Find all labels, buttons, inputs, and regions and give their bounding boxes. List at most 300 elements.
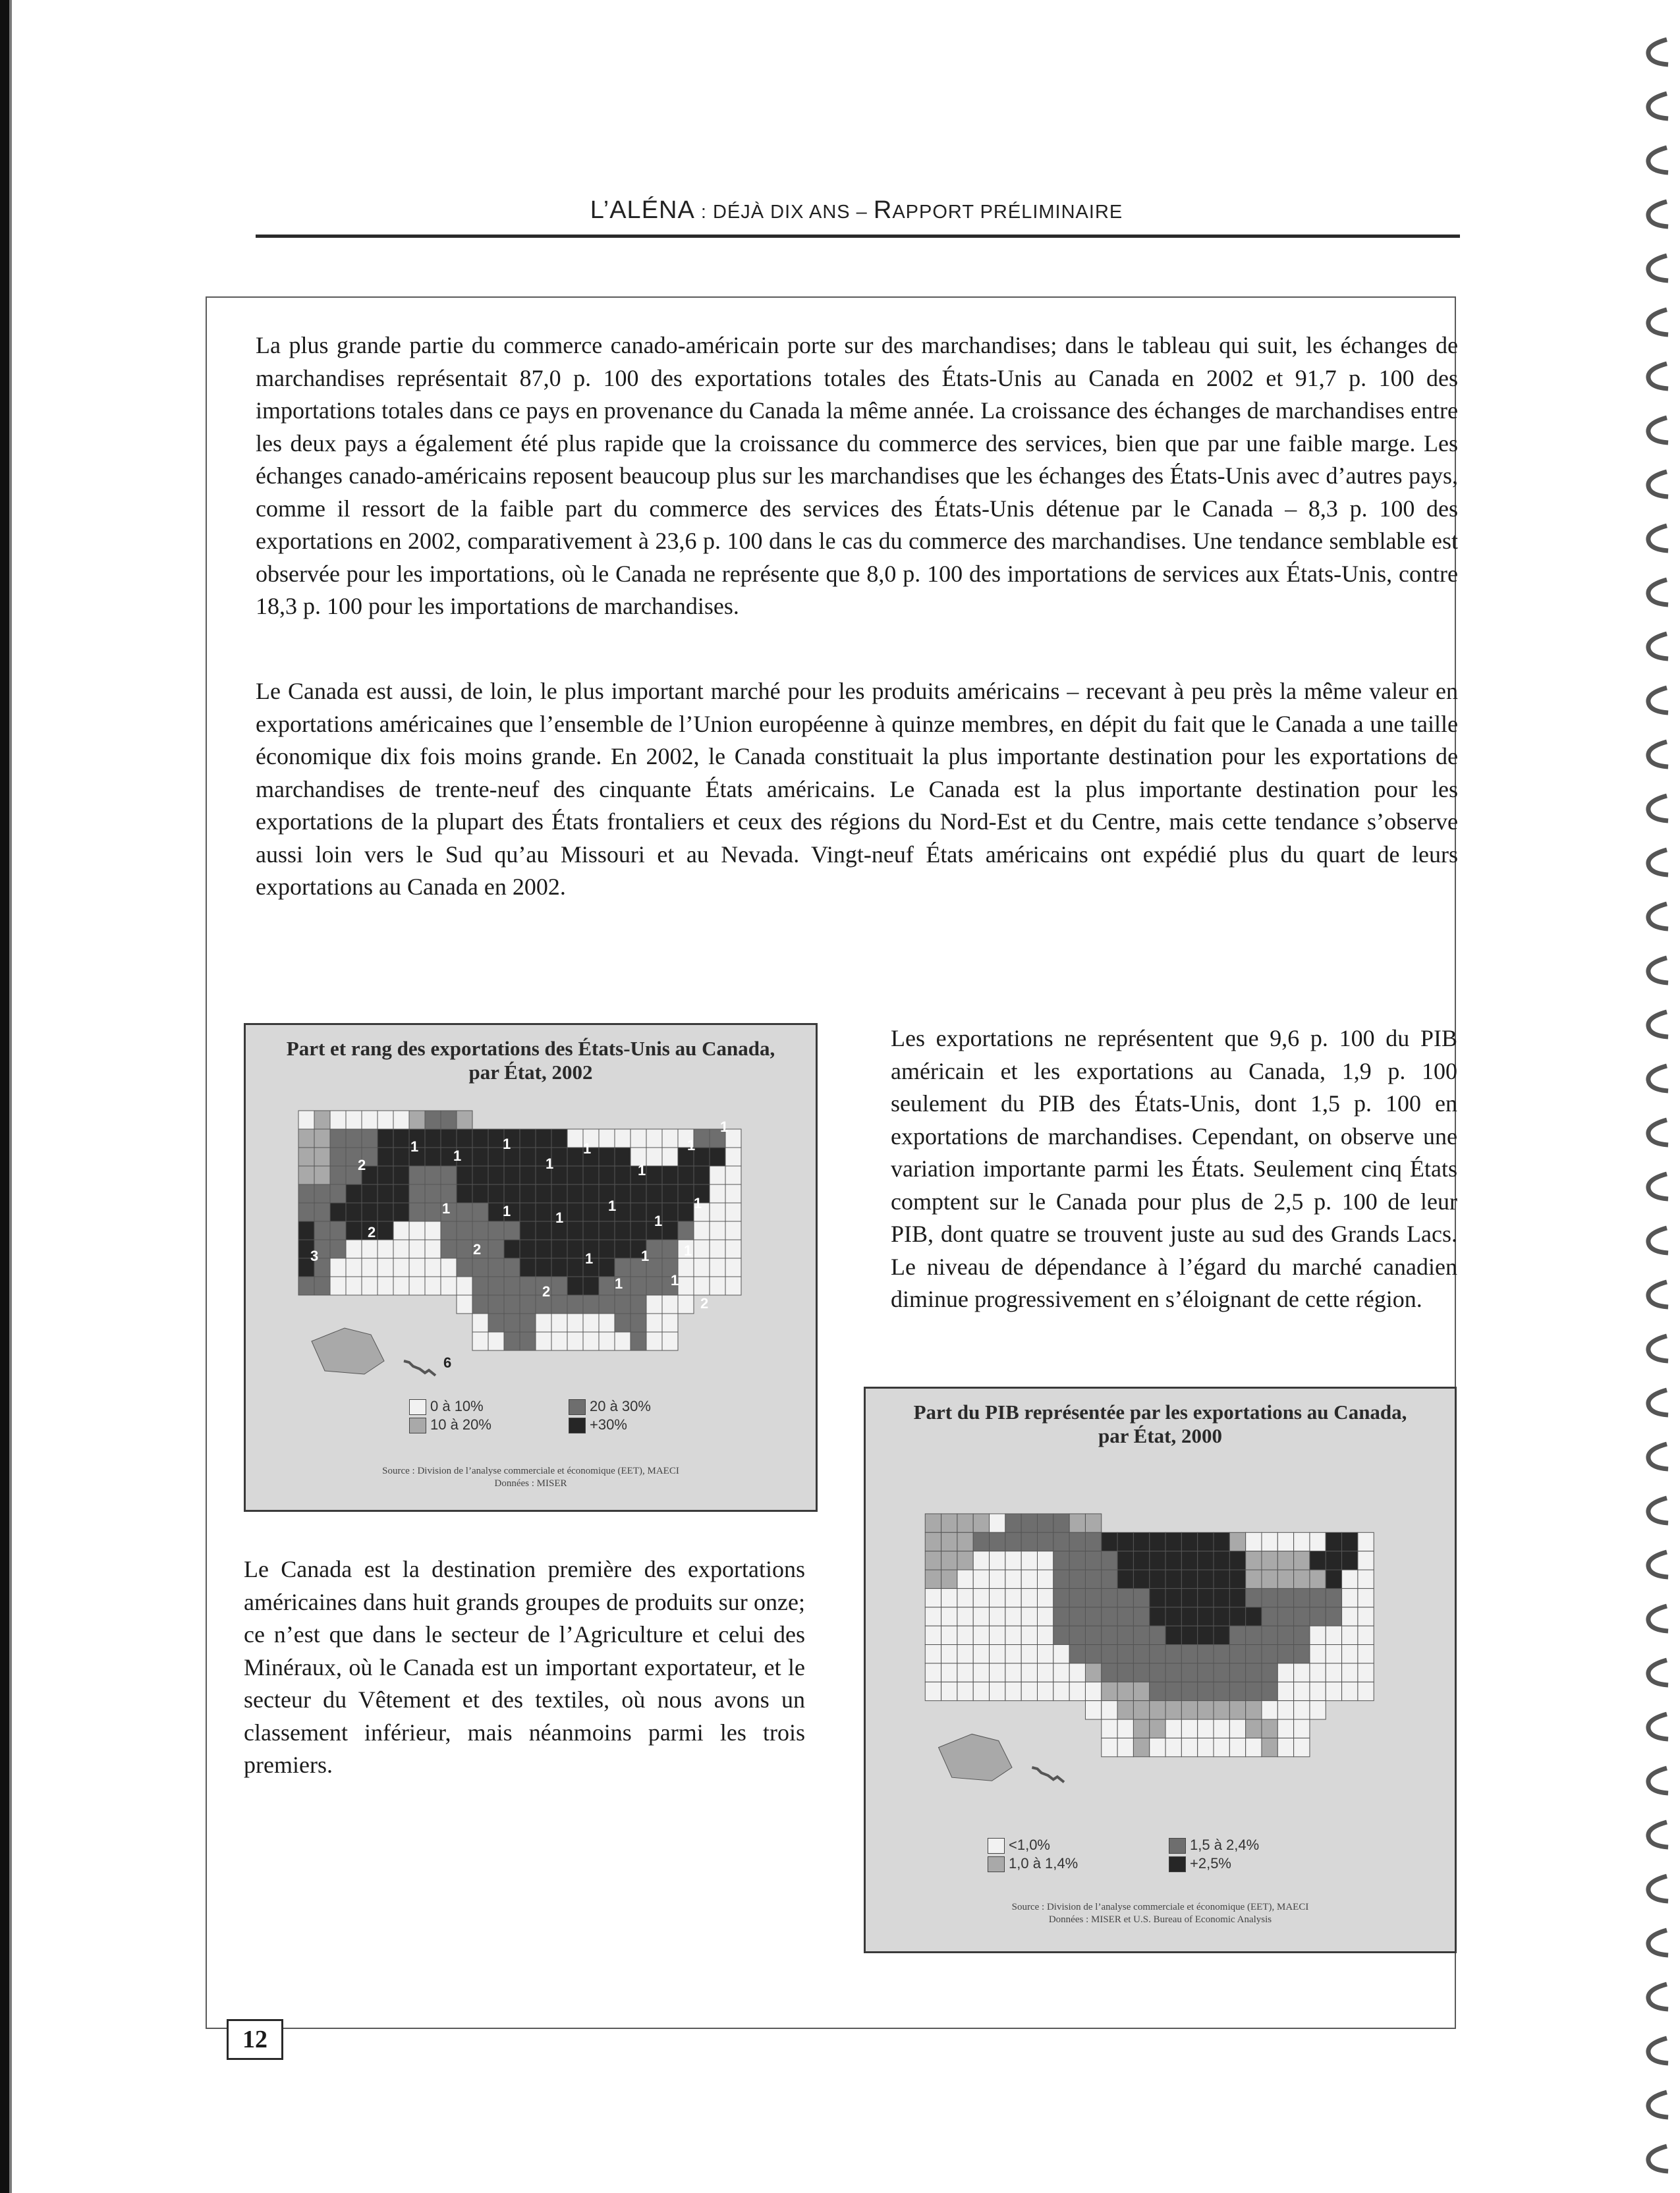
state-region	[1133, 1551, 1149, 1570]
state-region	[567, 1277, 583, 1295]
state-region	[567, 1258, 583, 1277]
state-region	[504, 1332, 520, 1350]
state-region	[694, 1148, 710, 1166]
state-region	[1102, 1551, 1117, 1570]
state-region	[1069, 1514, 1085, 1532]
state-region	[393, 1221, 409, 1240]
rank-label: 1	[585, 1250, 594, 1267]
state-region	[973, 1682, 989, 1700]
state-region	[536, 1129, 551, 1148]
rank-label: 1	[720, 1119, 729, 1135]
state-region	[1326, 1645, 1341, 1663]
state-region	[298, 1277, 314, 1295]
state-region	[1294, 1645, 1310, 1663]
state-region	[457, 1184, 472, 1203]
state-region	[1165, 1626, 1181, 1644]
state-region	[615, 1166, 630, 1184]
state-region	[678, 1184, 694, 1203]
state-region	[409, 1203, 425, 1221]
state-region	[409, 1111, 425, 1129]
state-region	[504, 1240, 520, 1258]
state-region	[1310, 1645, 1326, 1663]
state-region	[1150, 1719, 1165, 1738]
state-region	[1294, 1588, 1310, 1607]
state-region	[520, 1166, 536, 1184]
state-region	[1038, 1645, 1053, 1663]
spiral-ring	[1648, 1066, 1668, 1091]
state-region	[1294, 1738, 1310, 1756]
state-region	[1310, 1607, 1326, 1626]
state-region	[662, 1314, 678, 1332]
state-region	[1117, 1738, 1133, 1756]
state-region	[330, 1221, 346, 1240]
state-region	[1117, 1719, 1133, 1738]
state-region	[551, 1184, 567, 1203]
state-region	[1214, 1682, 1229, 1700]
paragraph-product-groups: Le Canada est la destination première des exportations américaines dans huit grands groupes de produits sur onze; ce n’est que dans le secteur de l’Agriculture et celui des Minéraux, où le Canada est un important exportateur, et le secteur du Vêtement et des textiles, où nous avons un classement inférieur, mais néanmoins parmi les trois premiers.	[244, 1556, 805, 1778]
state-region	[615, 1184, 630, 1203]
state-region	[1326, 1570, 1341, 1588]
state-region	[990, 1607, 1005, 1626]
state-region	[630, 1221, 646, 1240]
spiral-ring	[1648, 2038, 1668, 2063]
state-region	[725, 1184, 741, 1203]
state-region	[298, 1203, 314, 1221]
state-region	[1310, 1626, 1326, 1644]
state-region	[1102, 1663, 1117, 1682]
state-region	[1214, 1532, 1229, 1551]
state-region	[599, 1129, 615, 1148]
rank-label: 1	[641, 1248, 650, 1264]
state-region	[957, 1663, 973, 1682]
state-region	[583, 1166, 599, 1184]
state-region	[646, 1129, 662, 1148]
state-region	[378, 1203, 393, 1221]
state-region	[1310, 1682, 1326, 1700]
state-region	[457, 1129, 472, 1148]
state-region	[710, 1240, 725, 1258]
state-region	[973, 1588, 989, 1607]
state-region	[1085, 1532, 1101, 1551]
state-region	[504, 1277, 520, 1295]
state-region	[583, 1203, 599, 1221]
state-region	[973, 1607, 989, 1626]
state-region	[488, 1295, 504, 1314]
map1-legend	[409, 1398, 686, 1444]
state-region	[536, 1332, 551, 1350]
rank-label: 1	[555, 1209, 564, 1226]
state-region	[630, 1277, 646, 1295]
state-region	[472, 1295, 488, 1314]
state-region	[520, 1240, 536, 1258]
state-region	[393, 1258, 409, 1277]
state-region	[1198, 1738, 1214, 1756]
state-region	[393, 1148, 409, 1166]
state-region	[694, 1240, 710, 1258]
state-region	[441, 1129, 457, 1148]
spiral-ring	[1648, 256, 1668, 281]
spiral-ring	[1648, 1930, 1668, 1955]
state-region	[1229, 1719, 1245, 1738]
state-region	[314, 1203, 330, 1221]
state-region	[536, 1314, 551, 1332]
map2-title-line2: par État, 2000	[1098, 1424, 1222, 1447]
state-region	[425, 1184, 441, 1203]
state-region	[1053, 1626, 1069, 1644]
state-region	[615, 1332, 630, 1350]
state-region	[1262, 1551, 1277, 1570]
state-region	[441, 1277, 457, 1295]
state-region	[520, 1203, 536, 1221]
state-region	[551, 1129, 567, 1148]
state-region	[1246, 1588, 1262, 1607]
state-region	[1069, 1551, 1085, 1570]
state-region	[551, 1332, 567, 1350]
state-region	[536, 1221, 551, 1240]
state-region	[1310, 1551, 1326, 1570]
state-region	[1246, 1570, 1262, 1588]
state-region	[472, 1129, 488, 1148]
legend-swatch	[569, 1399, 586, 1415]
spiral-ring	[1648, 580, 1668, 605]
state-region	[1021, 1588, 1037, 1607]
state-region	[973, 1570, 989, 1588]
state-region	[1038, 1626, 1053, 1644]
state-region	[346, 1221, 362, 1240]
state-region	[330, 1184, 346, 1203]
state-region	[393, 1203, 409, 1221]
hawaii-shape	[1032, 1767, 1064, 1782]
state-region	[1214, 1663, 1229, 1682]
state-region	[346, 1277, 362, 1295]
spiral-ring	[1648, 1012, 1668, 1037]
state-region	[457, 1111, 472, 1129]
state-region	[1262, 1607, 1277, 1626]
spiral-ring	[1648, 1714, 1668, 1739]
state-region	[1133, 1588, 1149, 1607]
state-region	[378, 1277, 393, 1295]
state-region	[314, 1184, 330, 1203]
header-title-main: L’ALÉNA	[590, 196, 695, 224]
state-region	[346, 1203, 362, 1221]
state-region	[1117, 1588, 1133, 1607]
state-region	[314, 1277, 330, 1295]
spiral-ring	[1648, 796, 1668, 821]
state-region	[504, 1314, 520, 1332]
state-region	[1198, 1663, 1214, 1682]
map2-legend	[988, 1837, 1291, 1883]
state-region	[941, 1551, 957, 1570]
state-region	[425, 1277, 441, 1295]
state-region	[615, 1129, 630, 1148]
state-region	[1133, 1532, 1149, 1551]
state-region	[925, 1551, 941, 1570]
state-region	[1005, 1570, 1021, 1588]
state-region	[583, 1332, 599, 1350]
state-region	[472, 1332, 488, 1350]
state-region	[1358, 1645, 1374, 1663]
state-region	[973, 1551, 989, 1570]
legend-swatch	[409, 1399, 426, 1415]
state-region	[551, 1314, 567, 1332]
legend-label: 10 à 20%	[430, 1416, 491, 1433]
state-region	[488, 1184, 504, 1203]
state-region	[1165, 1663, 1181, 1682]
state-region	[925, 1626, 941, 1644]
state-region	[1214, 1570, 1229, 1588]
state-region	[646, 1277, 662, 1295]
state-region	[1005, 1607, 1021, 1626]
state-region	[1165, 1645, 1181, 1663]
rank-label: 6	[443, 1354, 452, 1371]
state-region	[1198, 1607, 1214, 1626]
state-region	[1214, 1645, 1229, 1663]
state-region	[425, 1166, 441, 1184]
state-region	[409, 1240, 425, 1258]
state-region	[1262, 1701, 1277, 1719]
state-region	[1053, 1645, 1069, 1663]
state-region	[1005, 1663, 1021, 1682]
state-region	[1069, 1645, 1085, 1663]
state-region	[298, 1148, 314, 1166]
state-region	[583, 1295, 599, 1314]
state-region	[1342, 1532, 1358, 1551]
state-region	[678, 1258, 694, 1277]
spiral-ring	[1648, 526, 1668, 551]
state-region	[567, 1221, 583, 1240]
paragraph-largest-market: Le Canada est aussi, de loin, le plus important marché pour les produits américains – recevant à peu près la même valeur en exportations américaines que l’ensemble de l’Union européenne à quinze membres, en dépit du fait que le Canada a une taille économique dix fois moins grande. En 2002, le Canada constituait la plus importante destination pour les exportations de marchandises de trente-neuf des cinquante États américains. Le Canada est la plus importante destination pour les exportations de la plupart des États frontaliers et ceux des régions du Nord-Est et du Centre, mais cette tendance s’observe aussi loin vers le Sud qu’au Missouri et au Nevada. Vingt-neuf États américains ont expédié plus du quart de leurs exportations au Canada en 2002.	[256, 678, 1458, 900]
state-region	[1021, 1645, 1037, 1663]
state-region	[925, 1532, 941, 1551]
state-region	[678, 1221, 694, 1240]
state-region	[1005, 1626, 1021, 1644]
state-region	[362, 1240, 378, 1258]
rank-label: 1	[503, 1136, 511, 1152]
state-region	[957, 1626, 973, 1644]
spiral-ring	[1648, 1552, 1668, 1577]
state-region	[694, 1258, 710, 1277]
state-region	[330, 1203, 346, 1221]
state-region	[472, 1184, 488, 1203]
state-region	[1150, 1570, 1165, 1588]
state-region	[1326, 1682, 1341, 1700]
state-region	[1150, 1701, 1165, 1719]
state-region	[1117, 1570, 1133, 1588]
state-region	[1246, 1607, 1262, 1626]
state-region	[1198, 1682, 1214, 1700]
state-region	[1021, 1570, 1037, 1588]
spiral-ring	[1648, 1876, 1668, 1901]
state-region	[990, 1588, 1005, 1607]
state-region	[378, 1240, 393, 1258]
state-region	[725, 1258, 741, 1277]
state-region	[630, 1129, 646, 1148]
spiral-ring	[1648, 202, 1668, 227]
state-region	[957, 1532, 973, 1551]
state-region	[957, 1682, 973, 1700]
rank-label: 1	[654, 1213, 663, 1229]
state-region	[1277, 1607, 1293, 1626]
state-region	[957, 1588, 973, 1607]
state-region	[314, 1166, 330, 1184]
state-region	[567, 1203, 583, 1221]
state-region	[1165, 1719, 1181, 1738]
state-region	[393, 1166, 409, 1184]
state-region	[662, 1184, 678, 1203]
state-region	[457, 1258, 472, 1277]
state-region	[1069, 1588, 1085, 1607]
state-region	[472, 1277, 488, 1295]
state-region	[941, 1682, 957, 1700]
state-region	[567, 1240, 583, 1258]
state-region	[567, 1184, 583, 1203]
state-region	[1165, 1701, 1181, 1719]
state-region	[488, 1314, 504, 1332]
state-region	[488, 1129, 504, 1148]
map1-us-states	[285, 1091, 779, 1384]
spiral-ring	[1648, 904, 1668, 929]
state-region	[1262, 1682, 1277, 1700]
state-region	[567, 1166, 583, 1184]
state-region	[1053, 1551, 1069, 1570]
state-region	[725, 1221, 741, 1240]
state-region	[1038, 1663, 1053, 1682]
state-region	[1294, 1532, 1310, 1551]
rank-label: 1	[687, 1137, 696, 1153]
state-region	[346, 1111, 362, 1129]
state-region	[520, 1148, 536, 1166]
state-region	[1294, 1701, 1310, 1719]
state-region	[1342, 1588, 1358, 1607]
state-region	[457, 1277, 472, 1295]
running-header	[250, 196, 1463, 225]
state-region	[1069, 1532, 1085, 1551]
state-region	[425, 1240, 441, 1258]
state-region	[1102, 1532, 1117, 1551]
state-region	[409, 1277, 425, 1295]
state-region	[472, 1203, 488, 1221]
state-region	[1277, 1645, 1293, 1663]
spiral-ring	[1648, 1444, 1668, 1469]
state-region	[1021, 1514, 1037, 1532]
legend-label: 0 à 10%	[430, 1398, 484, 1414]
state-region	[1246, 1701, 1262, 1719]
state-region	[1214, 1701, 1229, 1719]
state-region	[314, 1129, 330, 1148]
state-region	[488, 1240, 504, 1258]
state-region	[346, 1184, 362, 1203]
rank-label: 1	[546, 1155, 554, 1172]
state-region	[583, 1184, 599, 1203]
state-region	[646, 1332, 662, 1350]
state-region	[973, 1626, 989, 1644]
rank-label: 1	[615, 1275, 623, 1292]
state-region	[1342, 1551, 1358, 1570]
state-region	[1358, 1551, 1374, 1570]
state-region	[1165, 1738, 1181, 1756]
page-number: 12	[227, 2019, 283, 2060]
spiral-ring	[1648, 310, 1668, 335]
state-region	[1150, 1532, 1165, 1551]
state-region	[1198, 1719, 1214, 1738]
header-title-prelim: PRÉLIMINAIRE	[980, 202, 1123, 223]
state-region	[615, 1314, 630, 1332]
state-region	[694, 1221, 710, 1240]
spiral-ring	[1648, 94, 1668, 119]
legend-swatch	[988, 1856, 1005, 1872]
state-region	[1150, 1663, 1165, 1682]
map1-source	[246, 1465, 816, 1490]
state-region	[504, 1258, 520, 1277]
state-region	[1326, 1607, 1341, 1626]
state-region	[1181, 1570, 1197, 1588]
state-region	[298, 1166, 314, 1184]
spiral-ring	[1648, 148, 1668, 173]
state-region	[298, 1129, 314, 1148]
state-region	[1133, 1645, 1149, 1663]
legend-label: 1,0 à 1,4%	[1009, 1855, 1078, 1872]
state-region	[1294, 1570, 1310, 1588]
state-region	[1342, 1626, 1358, 1644]
state-region	[1326, 1588, 1341, 1607]
rank-label: 3	[310, 1248, 319, 1264]
state-region	[314, 1221, 330, 1240]
state-region	[615, 1203, 630, 1221]
state-region	[1133, 1570, 1149, 1588]
state-region	[925, 1682, 941, 1700]
state-region	[583, 1277, 599, 1295]
state-region	[441, 1221, 457, 1240]
state-region	[1342, 1663, 1358, 1682]
map-gdp-share-by-state	[864, 1387, 1457, 1953]
state-region	[941, 1532, 957, 1551]
state-region	[1069, 1607, 1085, 1626]
state-region	[1358, 1626, 1374, 1644]
state-region	[662, 1129, 678, 1148]
state-region	[1102, 1701, 1117, 1719]
state-region	[1229, 1626, 1245, 1644]
state-region	[457, 1221, 472, 1240]
header-title-rest: : DÉJÀ DIX ANS –	[694, 202, 874, 223]
state-region	[298, 1111, 314, 1129]
state-region	[362, 1184, 378, 1203]
state-region	[1181, 1701, 1197, 1719]
state-region	[1102, 1738, 1117, 1756]
state-region	[1294, 1663, 1310, 1682]
state-region	[472, 1166, 488, 1184]
state-region	[1342, 1645, 1358, 1663]
state-region	[1038, 1682, 1053, 1700]
state-region	[990, 1532, 1005, 1551]
state-region	[1181, 1645, 1197, 1663]
state-region	[646, 1148, 662, 1166]
rank-label: 2	[700, 1295, 709, 1312]
state-region	[694, 1277, 710, 1295]
state-region	[1214, 1626, 1229, 1644]
state-region	[1038, 1570, 1053, 1588]
state-region	[957, 1607, 973, 1626]
state-region	[694, 1129, 710, 1148]
state-region	[1262, 1532, 1277, 1551]
map2-source-line2: Données : MISER et U.S. Bureau of Economic Analysis	[1048, 1914, 1272, 1925]
state-region	[536, 1240, 551, 1258]
state-region	[520, 1129, 536, 1148]
state-region	[551, 1277, 567, 1295]
state-region	[1085, 1701, 1101, 1719]
state-region	[1053, 1570, 1069, 1588]
state-region	[1181, 1551, 1197, 1570]
state-region	[1358, 1570, 1374, 1588]
